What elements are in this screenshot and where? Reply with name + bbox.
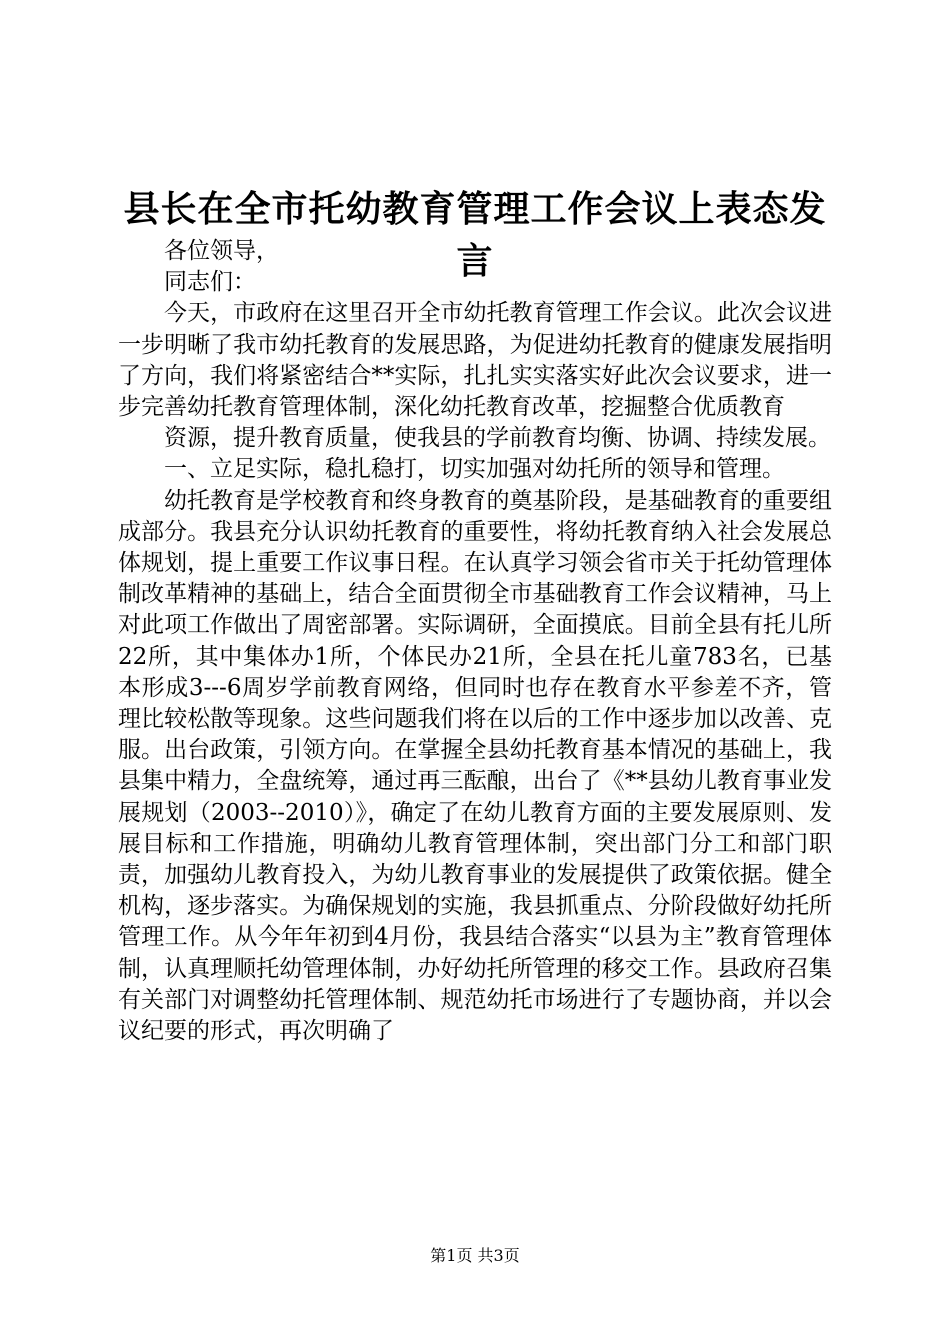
paragraph-intro-continued: 资源，提升教育质量，使我县的学前教育均衡、协调、持续发展。 — [164, 425, 831, 452]
salutation-leaders: 各位领导， — [164, 238, 279, 264]
document-body — [118, 236, 832, 1047]
section-heading-1: 一、立足实际，稳扎稳打，切实加强对幼托所的领导和管理。 — [164, 456, 785, 483]
document-title: 县长在全市托幼教育管理工作会议上表态发言 — [123, 188, 827, 282]
salutation-comrades: 同志们： — [164, 269, 256, 296]
paragraph-intro: 今天，市政府在这里召开全市幼托教育管理工作会议。此次会议进一步明晰了我市幼托教育的发展思路，为促进幼托教育的健康发展指明了方向，我们将紧密结合**实际，扎扎实实落实好此次会议要求，进一步完善幼托教育管理体制，深化幼托教育改革，挖掘整合优质教育 — [118, 300, 832, 421]
paragraph-section-1: 幼托教育是学校教育和终身教育的奠基阶段，是基础教育的重要组成部分。我县充分认识幼托教育的重要性，将幼托教育纳入社会发展总体规划，提上重要工作议事日程。在认真学习领会省市关于托幼管理体制改革精神的基础上，结合全面贯彻全市基础教育工作会议精神，马上对此项工作做出了周密部署。实际调研，全面摸底。目前全县有托儿所22所，其中集体办1所，个体民办21所，全县在托儿童783名，已基本形成3---6周岁学前教育网络，但同时也存在教育水平参差不齐，管理比较松散等现象。这些问题我们将在以后的工作中逐步加以改善、克服。出台政策，引领方向。在掌握全县幼托教育基本情况的基础上，我县集中精力，全盘统筹，通过再三酝酿，出台了《**县幼儿教育事业发展规划（2003--2010）》，确定了在幼儿教育方面的主要发展原则、发展目标和工作措施，明确幼儿教育管理体制，突出部门分工和部门职责，加强幼儿教育投入，为幼儿教育事业的发展提供了政策依据。健全机构，逐步落实。为确保规划的实施，我县抓重点、分阶段做好幼托所管理工作。从今年年初到4月份，我县结合落实“以县为主”教育管理体制，认真理顺托幼管理体制，办好幼托所管理的移交工作。县政府召集有关部门对调整幼托管理体制、规范幼托市场进行了专题协商，并以会议纪要的形式，再次明确了 — [118, 487, 832, 1045]
page-footer: 第1页 共3页 — [430, 1246, 520, 1265]
